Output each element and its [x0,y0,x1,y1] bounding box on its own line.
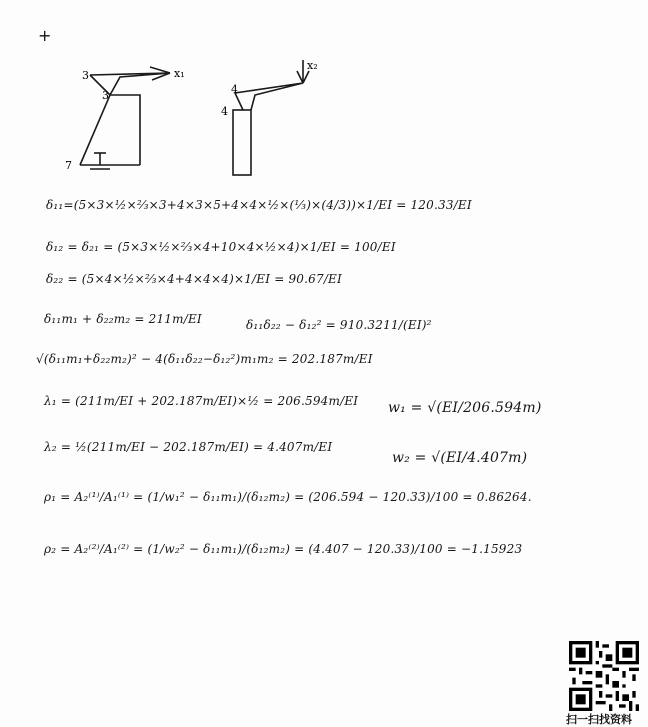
d1-label-mid: 3 [102,89,109,102]
equation-lambda2: λ₂ = ½(211m/EI − 202.187m/EI) = 4.407m/EI [44,440,333,454]
d2-arrow-label: x₂ [307,59,318,72]
equation-delta11: δ₁₁=(5×3×½×⅔×3+4×3×5+4×4×½×(⅓)×(4/3))×1/EI = 120.33/EI [46,198,472,212]
qr-code-image [569,641,639,711]
equation-sum: δ₁₁m₁ + δ₂₂m₂ = 211m/EI [44,312,202,326]
d1-label-top: 3 [82,69,89,82]
equation-w2: w₂ = √(EI/4.407m) [392,450,528,466]
equation-delta22: δ₂₂ = (5×4×½×⅔×4+4×4×4)×1/EI = 90.67/EI [46,272,342,286]
equation-rho1: ρ₁ = A₂⁽¹⁾/A₁⁽¹⁾ = (1/w₁² − δ₁₁m₁)/(δ₁₂m₂) = (206.594 − 120.33)/100 = 0.86264. [44,490,532,504]
d2-label-left: 4 [221,105,228,118]
equation-lambda1: λ₁ = (211m/EI + 202.187m/EI)×½ = 206.594m/EI [44,394,359,408]
equation-root: √(δ₁₁m₁+δ₂₂m₂)² − 4(δ₁₁δ₂₂−δ₁₂²)m₁m₂ = 202.187m/EI [36,352,373,366]
d2-label-top: 4 [231,83,238,96]
qr-caption: 扫一扫找资料 [566,713,632,726]
d1-label-bottom: 7 [65,159,72,172]
equation-delta12: δ₁₂ = δ₂₁ = (5×3×½×⅔×4+10×4×½×4)×1/EI = 100/EI [46,240,396,254]
d1-arrow-label: x₁ [174,67,185,80]
equation-determinant: δ₁₁δ₂₂ − δ₁₂² = 910.3211/(EI)² [246,318,432,332]
plus-mark: + [38,26,52,45]
equation-rho2: ρ₂ = A₂⁽²⁾/A₁⁽²⁾ = (1/w₂² − δ₁₁m₁)/(δ₁₂m₂) = (4.407 − 120.33)/100 = −1.15923 [44,542,523,556]
frame-diagram-2 [215,55,325,180]
equation-w1: w₁ = √(EI/206.594m) [388,400,542,416]
frame-diagram-1 [30,55,200,180]
